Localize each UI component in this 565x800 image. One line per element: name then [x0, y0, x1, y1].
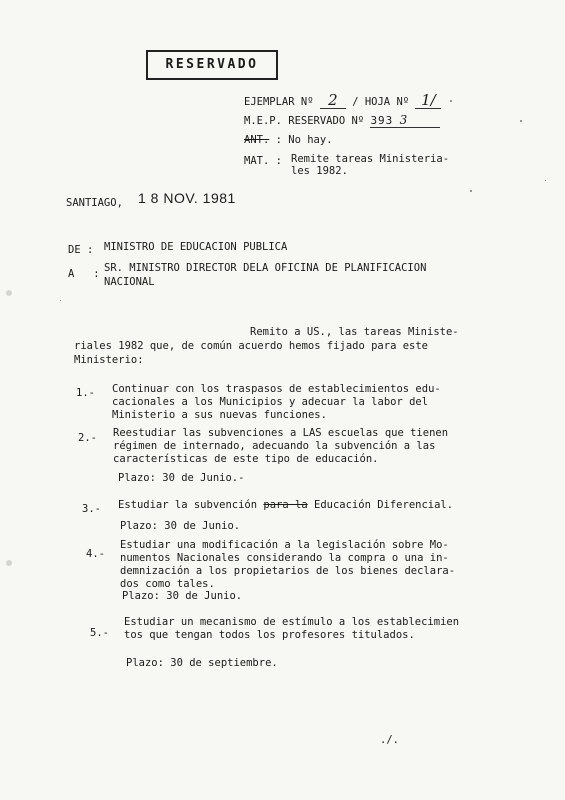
item-1-line-3: Ministerio a sus nuevas funciones. [112, 409, 327, 421]
punch-hole-mark [6, 290, 12, 296]
item-2-line-3: características de este tipo de educación. [113, 453, 379, 465]
intro-line-2: riales 1982 que, de común acuerdo hemos fijado para este [74, 340, 429, 352]
item-4-line-1: Estudiar una modificación a la legislación sobre Mo- [120, 539, 449, 551]
mat-label: MAT. : [244, 155, 282, 167]
item-5-number: 5.- [90, 627, 109, 639]
item-3-plazo: Plazo: 30 de Junio. [120, 520, 241, 532]
scan-speck [60, 300, 61, 301]
ejemplar-value: 2 [328, 91, 338, 109]
item-3-line-pre: Estudiar la subvención [118, 499, 264, 511]
mat-line-2: les 1982. [291, 165, 348, 177]
mat-line-1: Remite tareas Ministeria- [291, 153, 450, 165]
item-4-line-4: dos como tales. [120, 578, 215, 590]
scan-speck [520, 120, 522, 122]
de-value: MINISTRO DE EDUCACION PUBLICA [104, 241, 288, 253]
item-3-line-strike: para la [263, 499, 308, 511]
item-4-plazo: Plazo: 30 de Junio. [122, 590, 243, 602]
mep-line [244, 114, 440, 128]
mep-label: M.E.P. RESERVADO Nº [244, 115, 365, 127]
mep-tail: 3 [399, 113, 408, 127]
item-2-line-2: régimen de internado, adecuando la subvención a las [113, 440, 436, 452]
scan-speck [470, 190, 472, 192]
mep-value: 393 [370, 114, 394, 127]
item-2-line-1: Reestudiar las subvenciones a LAS escuelas que tienen [113, 427, 449, 439]
scan-speck [450, 100, 452, 102]
scan-speck [545, 180, 546, 181]
date-stamp: 1 8 NOV. 1981 [138, 190, 236, 206]
hoja-slash: / [430, 91, 436, 109]
ejemplar-line [244, 91, 441, 109]
end-mark: ./. [380, 734, 399, 746]
reservado-stamp-text: RESERVADO [165, 57, 259, 72]
reservado-stamp [146, 50, 278, 80]
item-2-plazo: Plazo: 30 de Junio.- [118, 472, 245, 484]
item-1-line-2: cacionales a los Municipios y adecuar la labor del [112, 396, 429, 408]
item-2-number: 2.- [78, 432, 97, 444]
item-3-number: 3.- [82, 503, 101, 515]
intro-line-1: Remito a US., las tareas Ministe- [250, 326, 459, 338]
date-place: SANTIAGO, [66, 197, 123, 209]
item-3-line [118, 499, 453, 511]
ejemplar-label: EJEMPLAR Nº [244, 96, 314, 108]
punch-hole-mark [6, 560, 12, 566]
ant-value: : No hay. [275, 134, 333, 146]
item-3-line-post: Educación Diferencial. [307, 499, 454, 511]
ant-label: ANT. [244, 134, 270, 146]
a-line-2: NACIONAL [104, 276, 155, 288]
item-4-number: 4.- [86, 548, 105, 560]
item-5-plazo: Plazo: 30 de septiembre. [126, 657, 278, 669]
a-line-1: SR. MINISTRO DIRECTOR DELA OFICINA DE PLANIFICACION [104, 262, 427, 274]
item-1-line-1: Continuar con los traspasos de establecimientos edu- [112, 383, 441, 395]
de-label: DE : [68, 244, 94, 256]
item-4-line-2: numentos Nacionales considerando la compra o una in- [120, 552, 449, 564]
a-label: A : [68, 268, 100, 280]
ant-line [244, 134, 333, 146]
item-1-number: 1.- [76, 387, 95, 399]
item-4-line-3: demnización a los propietarios de los bienes declara- [120, 565, 456, 577]
hoja-value: 1 [421, 91, 431, 109]
item-5-line-2: tos que tengan todos los profesores titulados. [124, 629, 415, 641]
intro-line-3: Ministerio: [74, 354, 144, 366]
hoja-label: / HOJA Nº [352, 96, 410, 108]
item-5-line-1: Estudiar un mecanismo de estímulo a los establecimien [124, 616, 460, 628]
